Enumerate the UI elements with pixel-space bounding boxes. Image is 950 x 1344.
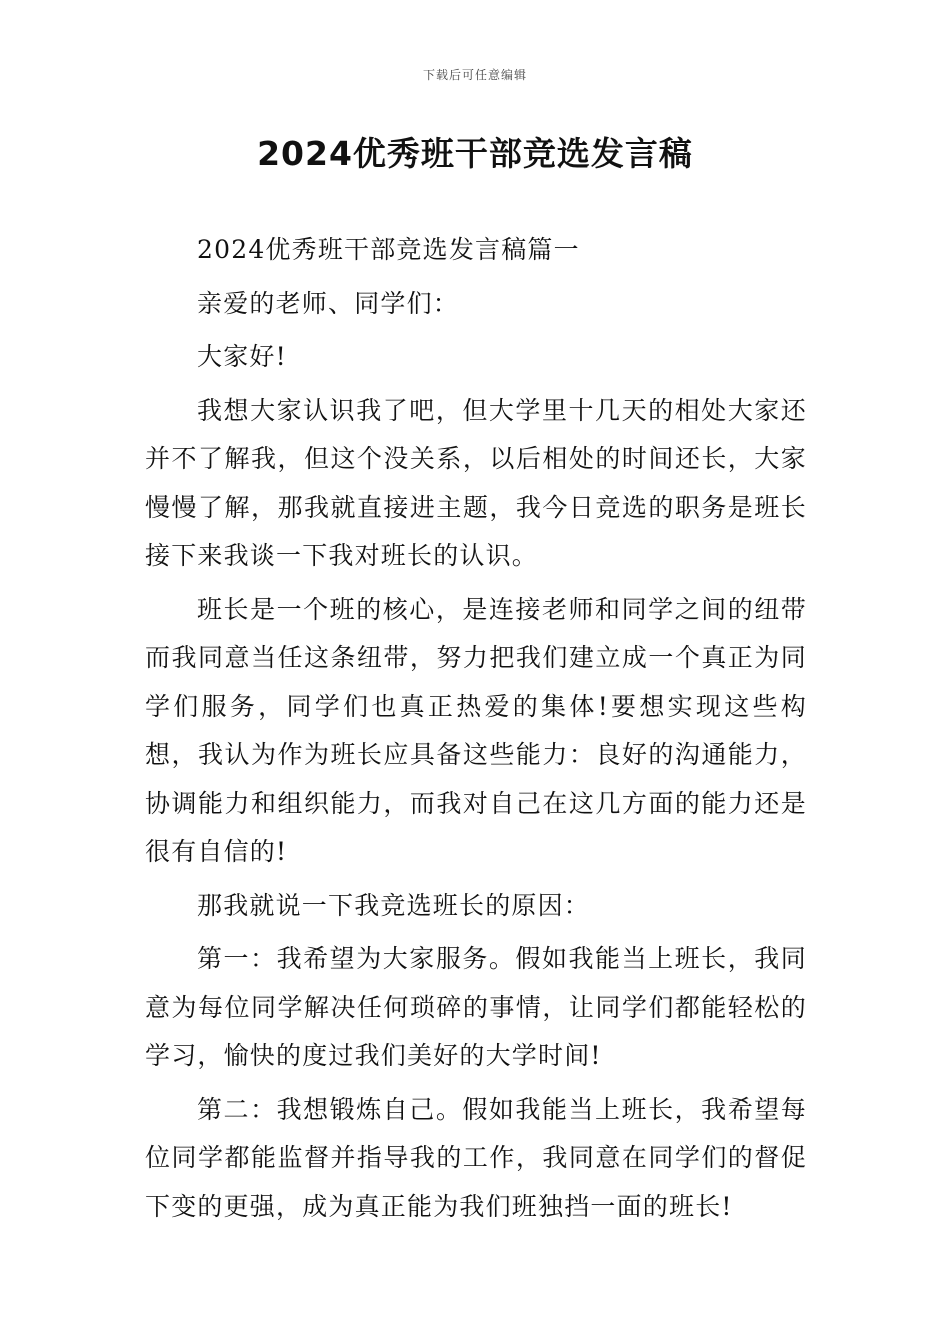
- header-note: 下载后可任意编辑: [422, 68, 527, 82]
- body-paragraph: 第二：我想锻炼自己。假如我能当上班长，我希望每位同学都能监督并指导我的工作，我同意在同学们的督促下变的更强，成为真正能为我们班独挡一面的班长!: [145, 1094, 807, 1221]
- body-paragraph: 那我就说一下我竞选班长的原因：: [197, 890, 591, 920]
- document-body: [145, 226, 807, 1236]
- salutation-paragraph: 亲爱的老师、同学们：: [197, 288, 460, 318]
- greeting-paragraph: 大家好!: [197, 342, 287, 371]
- subtitle-paragraph: 2024优秀班干部竞选发言稿篇一: [197, 235, 580, 264]
- body-paragraph: 第一：我希望为大家服务。假如我能当上班长，我同意为每位同学解决任何琐碎的事情，让同学们都能轻松的学习，愉快的度过我们美好的大学时间!: [145, 944, 807, 1070]
- document-title: 2024优秀班干部竞选发言稿: [257, 134, 693, 173]
- body-paragraph: 班长是一个班的核心，是连接老师和同学之间的纽带而我同意当任这条纽带，努力把我们建立成一个真正为同学们服务，同学们也真正热爱的集体!要想实现这些构想，我认为作为班长应具备这些能力：良好的沟通能力，协调能力和组织能力，而我对自己在这几方面的能力还是很有自信的!: [145, 594, 807, 866]
- body-paragraph: 我想大家认识我了吧，但大学里十几天的相处大家还并不了解我，但这个没关系，以后相处的时间还长，大家慢慢了解，那我就直接进主题，我今日竞选的职务是班长接下来我谈一下我对班长的认识。: [145, 395, 807, 570]
